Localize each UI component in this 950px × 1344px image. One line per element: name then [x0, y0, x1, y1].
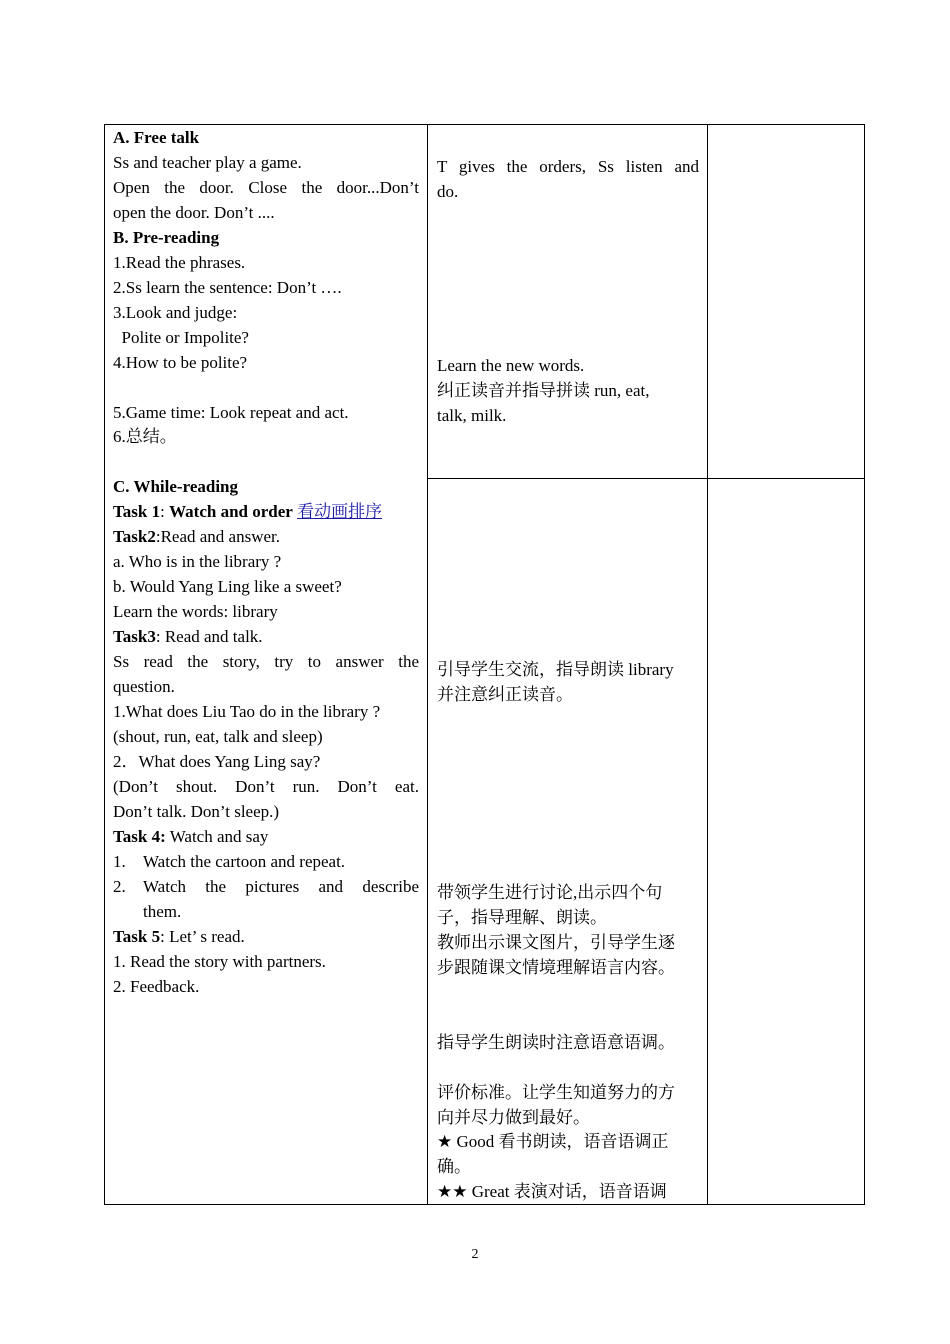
task-4-line — [113, 824, 419, 849]
task-3-line — [113, 624, 419, 649]
text-line: a. Who is in the library ? — [113, 552, 282, 571]
text-line: talk, milk. — [437, 406, 507, 425]
list-text: Watch the cartoon and repeat. — [143, 852, 346, 871]
watch-animation-link[interactable]: 看动画排序 — [297, 502, 383, 521]
text-line: (shout, run, eat, talk and sleep) — [113, 727, 323, 746]
text-line: Learn the new words. — [437, 356, 585, 375]
list-text: Watch the pictures and describe — [143, 877, 419, 896]
text-line: 确。 — [437, 1157, 471, 1176]
text-line: 子，指导理解、朗读。 — [437, 908, 607, 927]
text-line: 6.总结。 — [113, 427, 177, 446]
text-line: 指导学生朗读时注意语意语调。 — [437, 1033, 675, 1052]
text-line: 纠正读音并指导拼读 run, eat, — [437, 381, 650, 400]
text-line: ★ Good 看书朗读，语音语调正 — [437, 1132, 669, 1151]
task-label: Task3 — [113, 627, 156, 646]
text-line: them. — [143, 902, 182, 921]
text-line: 教师出示课文图片，引导学生逐 — [437, 933, 675, 952]
lesson-table — [104, 124, 865, 1205]
text-line: 向并尽力做到最好。 — [437, 1108, 590, 1127]
page-number: 2 — [471, 1247, 479, 1262]
task-label: Task 4: — [113, 827, 166, 846]
text-line: (Don’t shout. Don’t run. Don’t eat. — [113, 777, 419, 796]
text-line: Ss and teacher play a game. — [113, 153, 302, 172]
text-line: 带领学生进行讨论,出示四个句 — [437, 883, 663, 902]
text-line: T gives the orders, Ss listen and — [437, 157, 699, 176]
column-divider-1 — [427, 125, 428, 1204]
section-c-heading: C. While-reading — [113, 477, 238, 496]
text-line: 2．What does Yang Ling say? — [113, 752, 321, 771]
task-text: :Read and answer. — [155, 527, 281, 546]
task-label: Task2 — [113, 527, 156, 546]
list-item — [113, 849, 419, 874]
task-text: : Read and talk. — [155, 627, 263, 646]
text-line: b. Would Yang Ling like a sweet? — [113, 577, 342, 596]
methods-column — [437, 125, 699, 1204]
task-title: Watch and order — [169, 502, 293, 521]
text-line: 5.Game time: Look repeat and act. — [113, 403, 349, 422]
text-line: 步跟随课文情境理解语言内容。 — [437, 958, 675, 977]
task-text: : Let’ s read. — [160, 927, 245, 946]
list-item — [113, 874, 419, 899]
text-line: 2.Ss learn the sentence: Don’t …. — [113, 278, 342, 297]
text-line: Don’t talk. Don’t sleep.) — [113, 802, 280, 821]
text-line: 1.What does Liu Tao do in the library ? — [113, 702, 381, 721]
list-number: 2. — [113, 877, 126, 896]
text-line: 3.Look and judge: — [113, 303, 238, 322]
task-2-line — [113, 524, 419, 549]
text-line: Polite or Impolite? — [113, 328, 249, 347]
text-line: 1.Read the phrases. — [113, 253, 246, 272]
section-a-heading: A. Free talk — [113, 128, 200, 147]
task-5-line — [113, 924, 419, 949]
task-label: Task 5 — [113, 927, 161, 946]
text-line: Open the door. Close the door...Don’t — [113, 178, 419, 197]
text-line: open the door. Don’t .... — [113, 203, 275, 222]
task-text: Watch and say — [165, 827, 269, 846]
text-line: Learn the words: library — [113, 602, 278, 621]
text-line: do. — [437, 182, 459, 201]
task-1-line — [113, 499, 419, 524]
text-line: 并注意纠正读音。 — [437, 685, 573, 704]
text-line: 2. Feedback. — [113, 977, 200, 996]
list-number: 1. — [113, 852, 126, 871]
task-label: Task 1 — [113, 502, 161, 521]
column-divider-2 — [707, 125, 708, 1204]
steps-column — [113, 125, 419, 1204]
text-line: 引导学生交流，指导朗读 library — [437, 660, 674, 679]
section-b-heading: B. Pre-reading — [113, 228, 220, 247]
separator: : — [160, 502, 170, 521]
text-line: Ss read the story, try to answer the — [113, 652, 419, 671]
text-line: ★★ Great 表演对话，语音语调 — [437, 1182, 667, 1201]
text-line: 4.How to be polite? — [113, 353, 248, 372]
text-line: 1. Read the story with partners. — [113, 952, 326, 971]
text-line: question. — [113, 677, 175, 696]
text-line: 评价标准。让学生知道努力的方 — [437, 1083, 675, 1102]
